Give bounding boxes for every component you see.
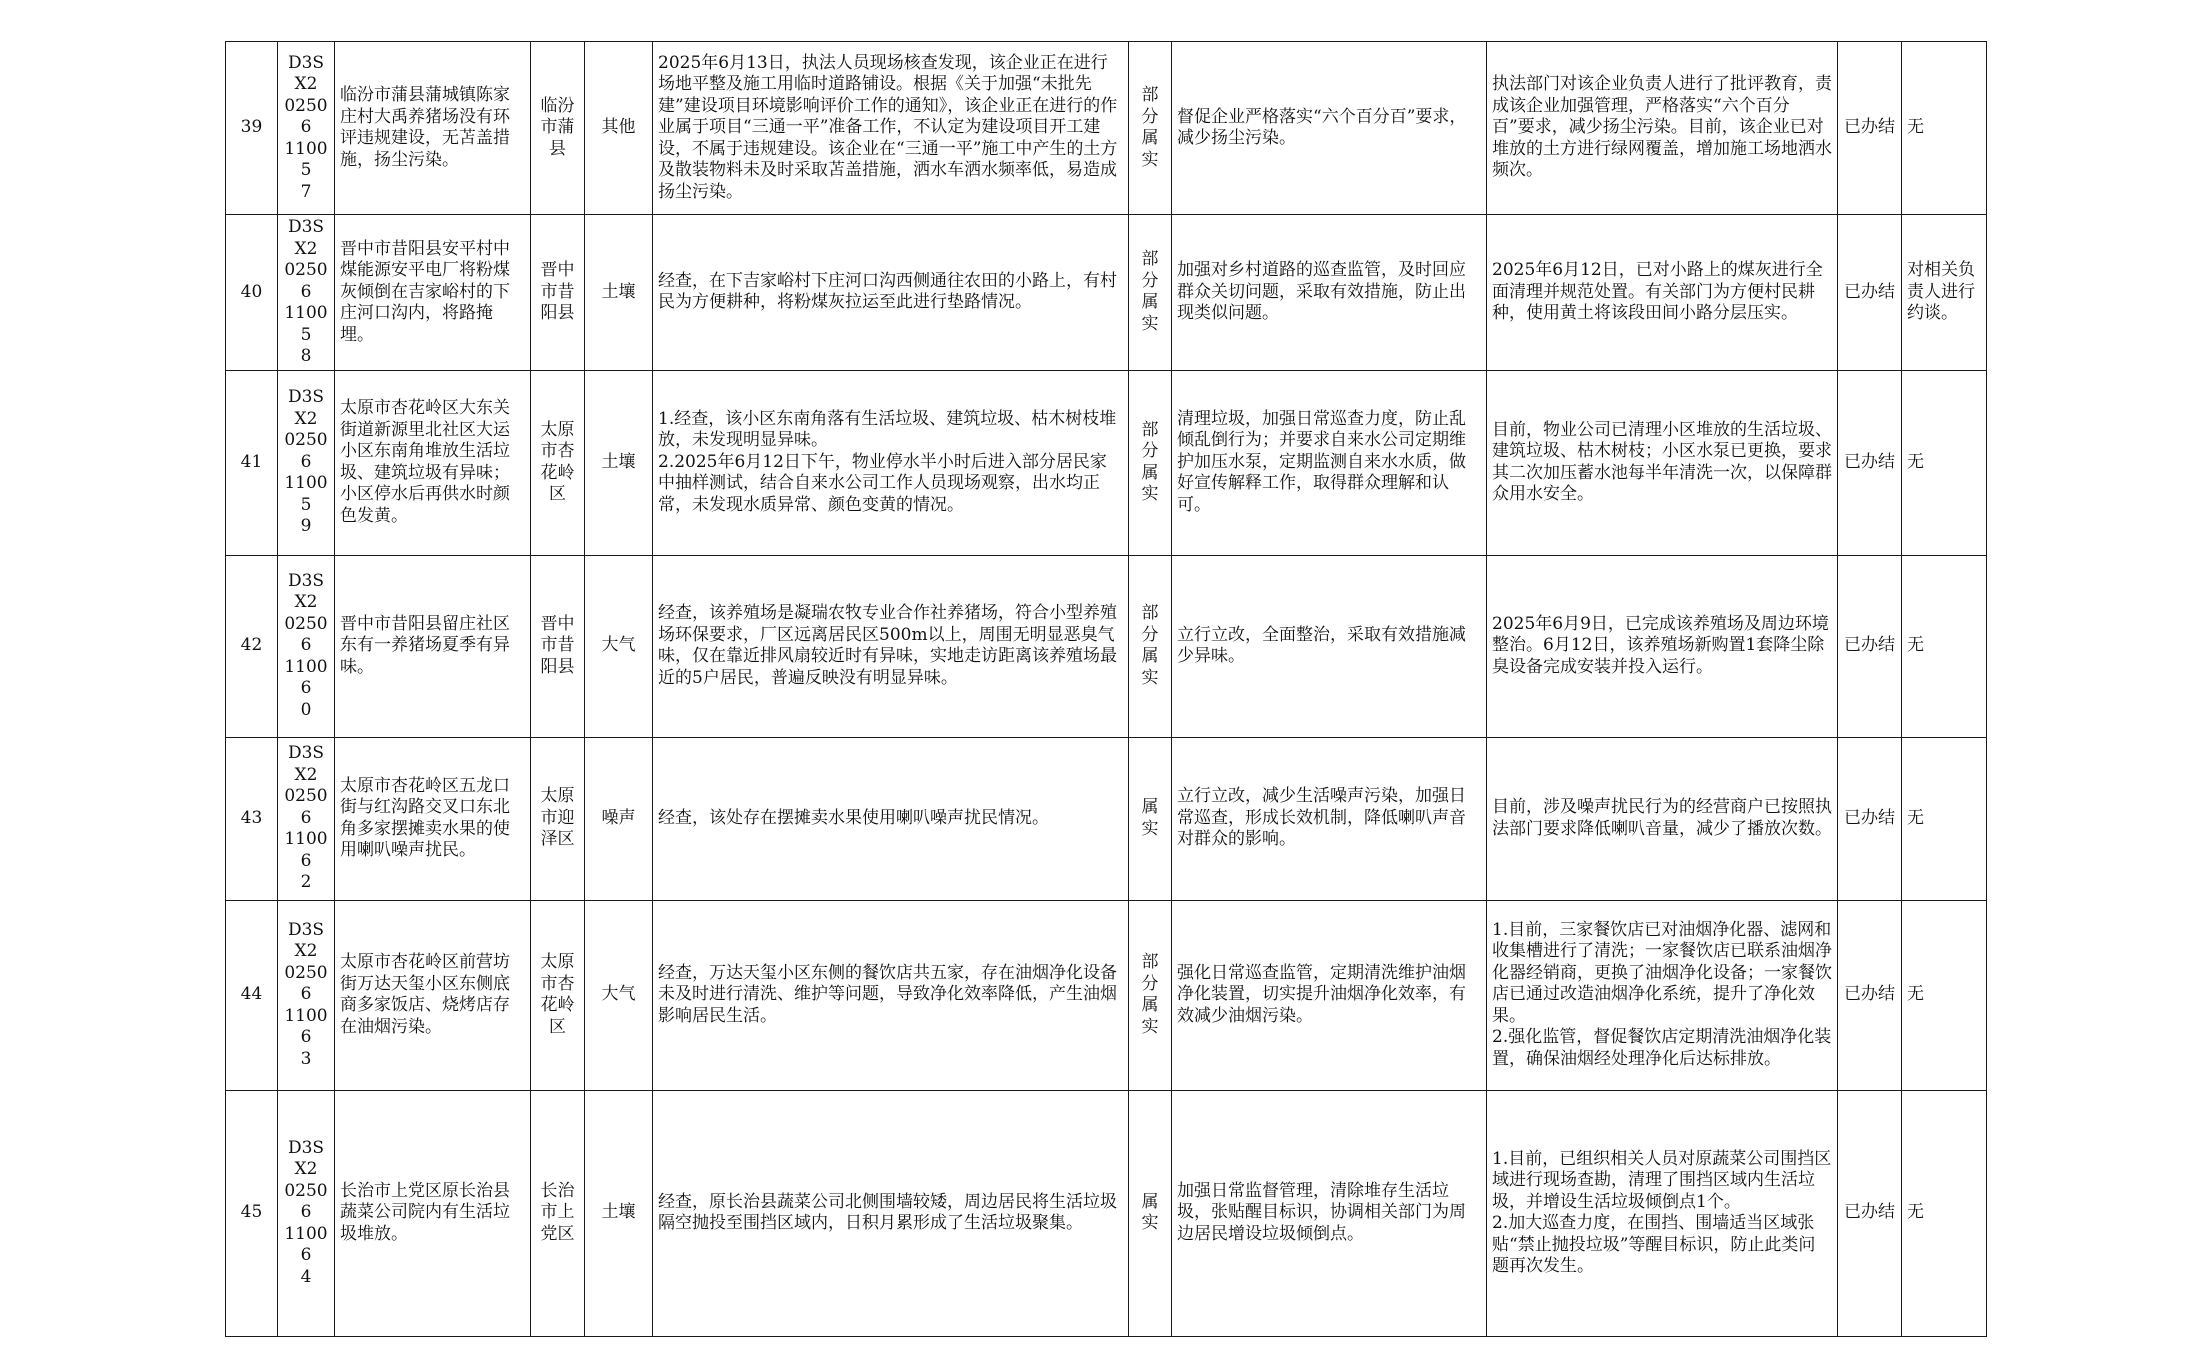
case-code: D3SX2 02506 11005 9 (278, 370, 335, 555)
accountability-cell: 无 (1902, 555, 1987, 737)
table-row (226, 370, 1987, 555)
investigation-findings: 1.经查，该小区东南角落有生活垃圾、建筑垃圾、枯木树枝堆放，未发现明显异味。 2.2025年6月12日下午，物业停水半小时后进入部分居民家中抽样测试，结合自来水公司工作人员现场观察，出水均正常，未发现水质异常、颜色变黄的情况。 (653, 370, 1129, 555)
truth-level: 部分 属实 (1129, 900, 1172, 1090)
case-code: D3SX2 02506 11006 3 (278, 900, 335, 1090)
status-cell: 已办结 (1838, 1090, 1902, 1336)
administrative-area: 太原 市迎 泽区 (531, 737, 585, 900)
accountability-cell: 无 (1902, 737, 1987, 900)
administrative-area: 太原 市杏 花岭 区 (531, 370, 585, 555)
status-cell: 已办结 (1838, 900, 1902, 1090)
row-number: 45 (226, 1090, 278, 1336)
table-row (226, 1090, 1987, 1336)
truth-level: 部分 属实 (1129, 215, 1172, 371)
accountability-cell: 无 (1902, 1090, 1987, 1336)
complaint-description: 晋中市昔阳县留庄社区东有一养猪场夏季有异味。 (335, 555, 531, 737)
investigation-findings: 经查，该养殖场是凝瑞农牧专业合作社养猪场，符合小型养殖场环保要求，厂区远离居民区500m以上，周围无明显恶臭气味，仅在靠近排风扇较近时有异味，实地走访距离该养殖场最近的5户居民，普遍反映没有明显异味。 (653, 555, 1129, 737)
row-number: 41 (226, 370, 278, 555)
handling-result: 目前，物业公司已清理小区堆放的生活垃圾、建筑垃圾、枯木树枝；小区水泵已更换，要求其二次加压蓄水池每半年清洗一次，以保障群众用水安全。 (1487, 370, 1838, 555)
case-code: D3SX2 02506 11005 8 (278, 215, 335, 371)
case-code: D3SX2 02506 11005 7 (278, 42, 335, 215)
table-row (226, 555, 1987, 737)
administrative-area: 晋中 市昔 阳县 (531, 555, 585, 737)
rectification-requirement: 清理垃圾，加强日常巡查力度，防止乱倾乱倒行为；并要求自来水公司定期维护加压水泵，定期监测自来水水质，做好宣传解释工作，取得群众理解和认可。 (1172, 370, 1487, 555)
table-row (226, 215, 1987, 371)
rectification-requirement: 督促企业严格落实“六个百分百”要求，减少扬尘污染。 (1172, 42, 1487, 215)
case-code: D3SX2 02506 11006 4 (278, 1090, 335, 1336)
handling-result: 1.目前，已组织相关人员对原蔬菜公司围挡区域进行现场查勘，清理了围挡区域内生活垃圾，并增设生活垃圾倾倒点1个。 2.加大巡查力度，在围挡、围墙适当区域张贴“禁止抛投垃圾”等醒目标识，防止此类问题再次发生。 (1487, 1090, 1838, 1336)
rectification-requirement: 立行立改，全面整治，采取有效措施减少异味。 (1172, 555, 1487, 737)
investigation-findings: 经查，该处存在摆摊卖水果使用喇叭噪声扰民情况。 (653, 737, 1129, 900)
complaint-description: 太原市杏花岭区大东关街道新源里北社区大运小区东南角堆放生活垃圾、建筑垃圾有异味；小区停水后再供水时颜色发黄。 (335, 370, 531, 555)
row-number: 42 (226, 555, 278, 737)
pollution-type: 大气 (585, 900, 653, 1090)
table-body (226, 42, 1987, 1337)
table-row (226, 737, 1987, 900)
status-cell: 已办结 (1838, 737, 1902, 900)
handling-result: 2025年6月12日，已对小路上的煤灰进行全面清理并规范处置。有关部门为方便村民耕种，使用黄土将该段田间小路分层压实。 (1487, 215, 1838, 371)
administrative-area: 晋中 市昔 阳县 (531, 215, 585, 371)
status-cell: 已办结 (1838, 370, 1902, 555)
pollution-type: 土壤 (585, 370, 653, 555)
rectification-requirement: 加强对乡村道路的巡查监管，及时回应群众关切问题，采取有效措施，防止出现类似问题。 (1172, 215, 1487, 371)
case-code: D3SX2 02506 11006 0 (278, 555, 335, 737)
accountability-cell: 无 (1902, 900, 1987, 1090)
investigation-findings: 经查，在下吉家峪村下庄河口沟西侧通往农田的小路上，有村民为方便耕种，将粉煤灰拉运至此进行垫路情况。 (653, 215, 1129, 371)
truth-level: 属实 (1129, 737, 1172, 900)
pollution-type: 噪声 (585, 737, 653, 900)
table-row (226, 42, 1987, 215)
handling-result: 执法部门对该企业负责人进行了批评教育，责成该企业加强管理，严格落实“六个百分百”要求，减少扬尘污染。目前，该企业已对堆放的土方进行绿网覆盖，增加施工场地洒水频次。 (1487, 42, 1838, 215)
pollution-type: 土壤 (585, 215, 653, 371)
row-number: 44 (226, 900, 278, 1090)
status-cell: 已办结 (1838, 555, 1902, 737)
complaint-description: 晋中市昔阳县安平村中煤能源安平电厂将粉煤灰倾倒在吉家峪村的下庄河口沟内，将路掩埋。 (335, 215, 531, 371)
pollution-type: 其他 (585, 42, 653, 215)
pollution-type: 大气 (585, 555, 653, 737)
accountability-cell: 对相关负责人进行约谈。 (1902, 215, 1987, 371)
handling-result: 目前，涉及噪声扰民行为的经营商户已按照执法部门要求降低喇叭音量，减少了播放次数。 (1487, 737, 1838, 900)
report-sheet (225, 41, 1986, 1337)
truth-level: 部分 属实 (1129, 370, 1172, 555)
truth-level: 部分 属实 (1129, 42, 1172, 215)
rectification-requirement: 加强日常监督管理，清除堆存生活垃圾，张贴醒目标识，协调相关部门为周边居民增设垃圾倾倒点。 (1172, 1090, 1487, 1336)
accountability-cell: 无 (1902, 370, 1987, 555)
complaint-description: 长治市上党区原长治县蔬菜公司院内有生活垃圾堆放。 (335, 1090, 531, 1336)
case-code: D3SX2 02506 11006 2 (278, 737, 335, 900)
complaint-description: 太原市杏花岭区五龙口街与红沟路交叉口东北角多家摆摊卖水果的使用喇叭噪声扰民。 (335, 737, 531, 900)
administrative-area: 太原 市杏 花岭 区 (531, 900, 585, 1090)
status-cell: 已办结 (1838, 42, 1902, 215)
investigation-findings: 2025年6月13日，执法人员现场核查发现，该企业正在进行场地平整及施工用临时道路铺设。根据《关于加强“未批先建”建设项目环境影响评价工作的通知》，该企业正在进行的作业属于项目“三通一平”准备工作，不认定为建设项目开工建设，不属于违规建设。该企业在“三通一平”施工中产生的土方及散装物料未及时采取苫盖措施，洒水车洒水频率低，易造成扬尘污染。 (653, 42, 1129, 215)
rectification-requirement: 立行立改，减少生活噪声污染，加强日常巡查，形成长效机制，降低喇叭声音对群众的影响。 (1172, 737, 1487, 900)
complaint-description: 太原市杏花岭区前营坊街万达天玺小区东侧底商多家饭店、烧烤店存在油烟污染。 (335, 900, 531, 1090)
administrative-area: 临汾 市蒲 县 (531, 42, 585, 215)
accountability-cell: 无 (1902, 42, 1987, 215)
row-number: 43 (226, 737, 278, 900)
table-row (226, 900, 1987, 1090)
status-cell: 已办结 (1838, 215, 1902, 371)
handling-result: 1.目前，三家餐饮店已对油烟净化器、滤网和收集槽进行了清洗；一家餐饮店已联系油烟净化器经销商，更换了油烟净化设备；一家餐饮店已通过改造油烟净化系统，提升了净化效果。 2.强化监管，督促餐饮店定期清洗油烟净化装置，确保油烟经处理净化后达标排放。 (1487, 900, 1838, 1090)
administrative-area: 长治 市上 党区 (531, 1090, 585, 1336)
truth-level: 部分 属实 (1129, 555, 1172, 737)
row-number: 40 (226, 215, 278, 371)
complaint-description: 临汾市蒲县蒲城镇陈家庄村大禹养猪场没有环评违规建设，无苫盖措施，扬尘污染。 (335, 42, 531, 215)
complaint-table (225, 41, 1987, 1337)
truth-level: 属实 (1129, 1090, 1172, 1336)
rectification-requirement: 强化日常巡查监管，定期清洗维护油烟净化装置，切实提升油烟净化效率，有效减少油烟污染。 (1172, 900, 1487, 1090)
row-number: 39 (226, 42, 278, 215)
investigation-findings: 经查，万达天玺小区东侧的餐饮店共五家，存在油烟净化设备未及时进行清洗、维护等问题，导致净化效率降低，产生油烟影响居民生活。 (653, 900, 1129, 1090)
pollution-type: 土壤 (585, 1090, 653, 1336)
handling-result: 2025年6月9日，已完成该养殖场及周边环境整治。6月12日，该养殖场新购置1套降尘除臭设备完成安装并投入运行。 (1487, 555, 1838, 737)
investigation-findings: 经查，原长治县蔬菜公司北侧围墙较矮，周边居民将生活垃圾隔空抛投至围挡区域内，日积月累形成了生活垃圾聚集。 (653, 1090, 1129, 1336)
